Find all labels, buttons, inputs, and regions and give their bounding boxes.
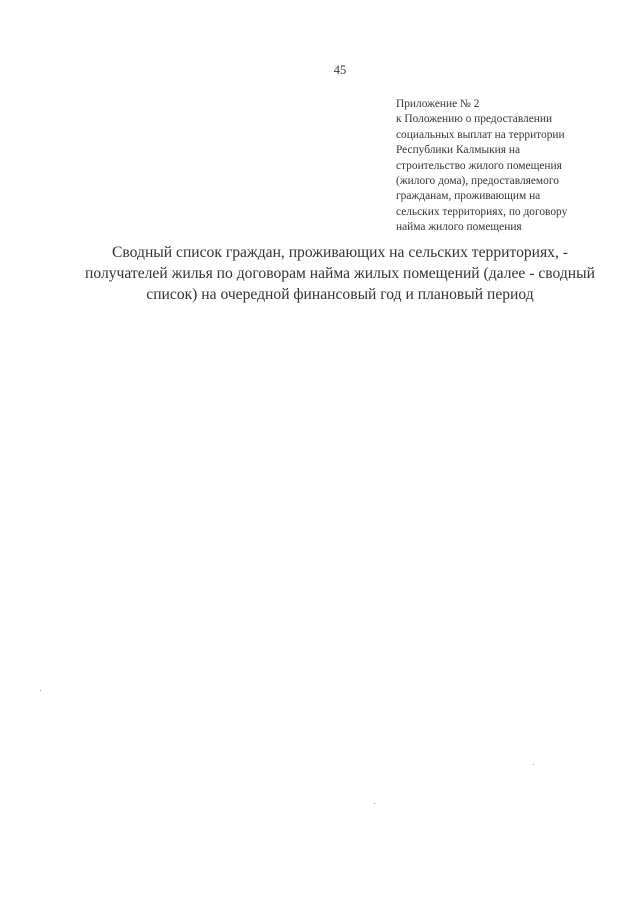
title-line: список) на очередной финансовый год и плановый период bbox=[146, 286, 534, 303]
appendix-line: найма жилого помещения bbox=[396, 221, 522, 234]
appendix-line: (жилого дома), предоставляемого bbox=[396, 175, 559, 188]
appendix-line: Республики Калмыкия на bbox=[396, 144, 521, 157]
appendix-line: к Положению о предоставлении bbox=[396, 113, 553, 126]
scan-speck bbox=[533, 764, 534, 765]
scan-speck bbox=[374, 803, 375, 804]
title-line: получателей жилья по договорам найма жилых помещений (далее - сводный bbox=[85, 265, 595, 282]
document-title bbox=[60, 242, 620, 305]
appendix-line: сельских территориях, по договору bbox=[396, 205, 568, 218]
appendix-line: строительство жилого помещения bbox=[396, 159, 562, 172]
appendix-line: Приложение № 2 bbox=[396, 98, 480, 110]
page-number: 45 bbox=[333, 63, 347, 77]
title-line: Сводный список граждан, проживающих на сельских территориях, - bbox=[112, 244, 568, 261]
appendix-line: социальных выплат на территории bbox=[396, 128, 565, 141]
appendix-line: гражданам, проживающим на bbox=[396, 190, 541, 203]
appendix-block bbox=[396, 97, 616, 236]
scan-speck bbox=[40, 690, 41, 691]
